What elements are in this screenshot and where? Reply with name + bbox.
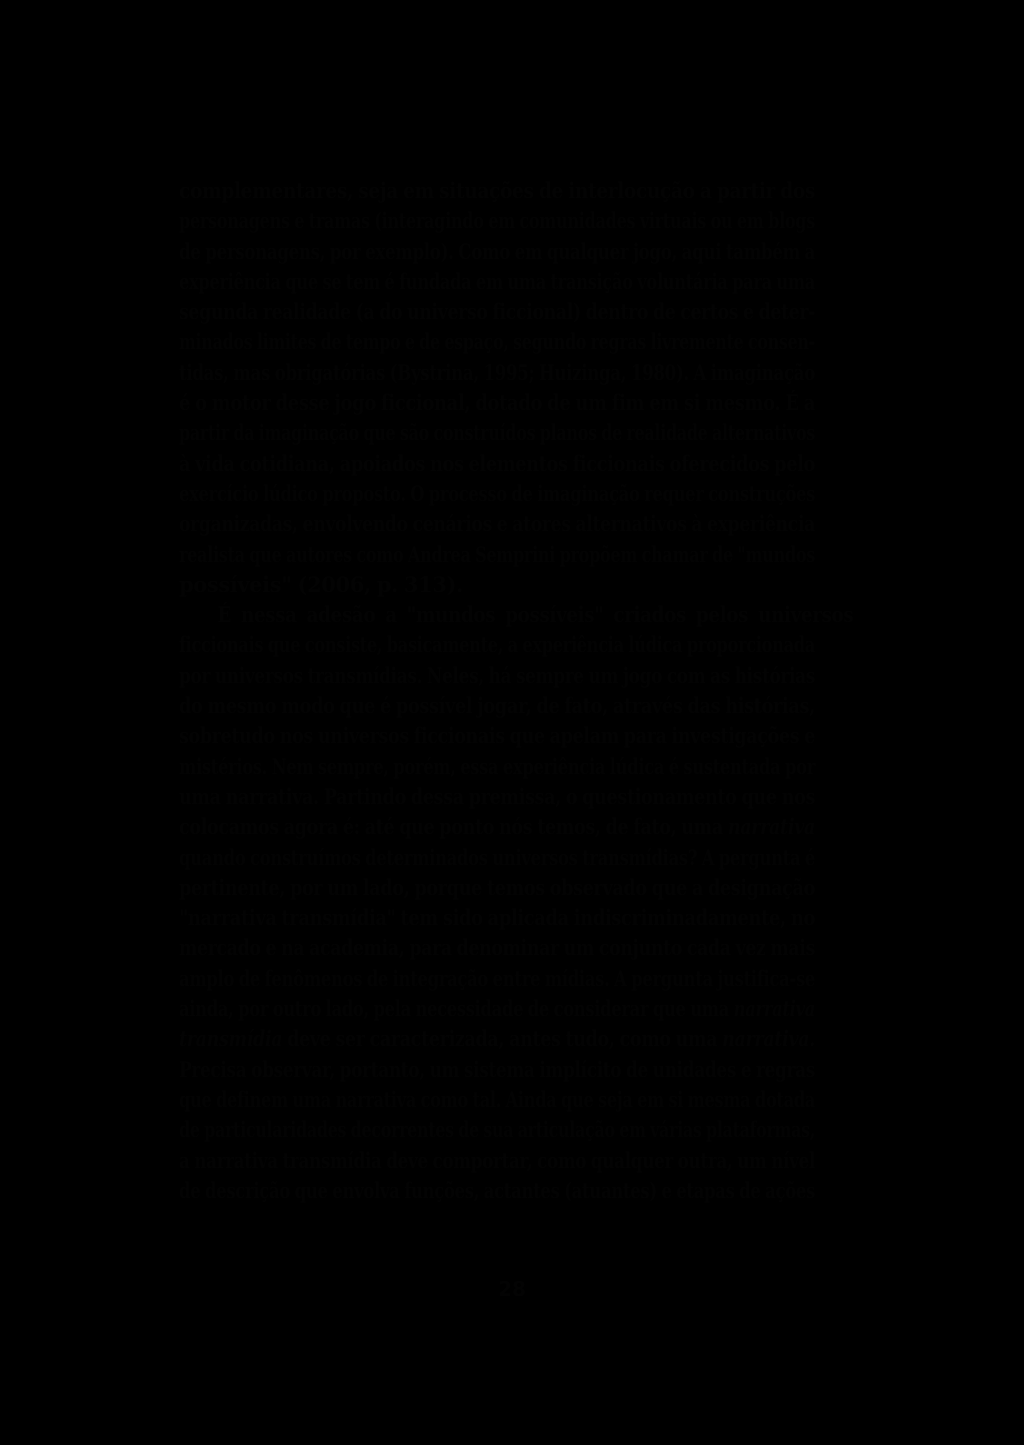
- text-line: [179, 873, 815, 903]
- text-line: [179, 812, 815, 842]
- line-text: mistérios. Nem sempre, porém, essa experiência lúdica é sustentada por: [179, 753, 815, 779]
- line-text: possíveis" (2006, p. 313).: [179, 571, 463, 597]
- line-text: que definem uma narrativa como tal. Ainda que seja em si mesma dotada: [179, 1086, 815, 1112]
- text-line: [179, 479, 815, 509]
- text-line: [179, 358, 815, 388]
- text-line: [179, 449, 815, 479]
- line-text: organizadas, envolvendo cenários e atores alternativos à experiência: [179, 511, 815, 537]
- text-line: [179, 1055, 815, 1085]
- text-line: [179, 752, 815, 782]
- line-text: colocamos agora é: até que ponto nós temos, de fato, uma: [179, 814, 728, 840]
- text-line: [179, 297, 815, 327]
- line-text: ainda, por outro lado, pela necessidade de considerar que uma: [179, 996, 734, 1022]
- text-line: [179, 267, 815, 297]
- line-text: de personagens, por exemplo). Como em qualquer jogo, aqui também a: [179, 238, 815, 264]
- text-line: [179, 1176, 815, 1206]
- italic-term: narrativa: [727, 814, 815, 840]
- line-text: uma narrativa. Partindo dessa premissa, o questionamento que nos: [179, 783, 815, 809]
- line-text: experiência que se tem é fundada em uma transição voluntária para uma: [179, 268, 815, 294]
- italic-term: narrativa.: [722, 1026, 815, 1052]
- page-number: 28: [498, 1277, 526, 1301]
- line-text: por universos transmídias. Neles, há sempre um jogo com as histórias: [179, 662, 815, 688]
- text-line: [179, 418, 815, 448]
- text-line: [179, 721, 815, 751]
- line-text: complementares, seja em situações de interlocução a partir dos: [179, 178, 815, 203]
- line-text: à vida cotidiana, apoiados nos elementos ficcionais oferecidos pelo: [179, 450, 815, 476]
- text-line: [179, 661, 815, 691]
- line-text: minados limites de tempo e de espaço, segundo regras livremente consen-: [179, 329, 815, 355]
- line-text: é o motor desse jogo ficcional, dotado de um fim em si mesmo. É a: [179, 390, 815, 416]
- text-line: [179, 237, 815, 267]
- text-line: [179, 1024, 815, 1054]
- line-text: "narrativa transmídia" tem sido aplicada indiscriminadamente, no: [179, 905, 815, 931]
- text-line: [179, 540, 815, 570]
- italic-term: transmídia: [179, 1026, 283, 1052]
- text-line: [179, 782, 815, 812]
- text-line: [179, 570, 815, 600]
- line-text: amplo de fenômenos de integração entre mídias. A pergunta justifica-se: [179, 965, 815, 991]
- line-text: personagens e tramas (interagindo em comunidades virtuais ou em blogs: [179, 208, 815, 234]
- line-text: a narrativa transmídia deve comportar, como qualquer outra, um nível: [179, 1147, 815, 1173]
- text-line: [179, 1115, 815, 1145]
- line-text: pertinente, por um lado, porque temos observado que a designação: [179, 874, 815, 900]
- text-line: [179, 206, 815, 236]
- text-line: [179, 630, 815, 660]
- text-line: [179, 964, 815, 994]
- text-line: [179, 1146, 815, 1176]
- line-text: ficcionais que consiste, basicamente, a experiência lúdica proporcionada: [179, 632, 815, 658]
- text-line: [179, 1085, 815, 1115]
- line-text: de particularidades decorrentes de sua articulação em várias plataformas,: [179, 1117, 815, 1143]
- line-text: do mesmo modo que é possível jogar, de fato, através das histórias,: [179, 693, 815, 719]
- text-line: [179, 994, 815, 1024]
- line-text: É nessa adesão a "mundos possíveis" criados pelos universos: [217, 602, 854, 628]
- italic-term: narrativa: [733, 996, 815, 1022]
- line-text: realista que autores como Andrea Semprini propõem chamar de "mundos: [179, 541, 815, 567]
- text-line: [179, 933, 815, 963]
- line-text: mercado e na academia, para denominar um conjunto cada vez mais: [179, 935, 815, 961]
- text-line: [179, 327, 815, 357]
- text-line: [179, 843, 815, 873]
- text-line: [179, 388, 815, 418]
- text-line: [179, 509, 815, 539]
- body-text: [179, 176, 854, 1206]
- line-text: tidas, mas obrigatórias (Bystrina, 1995; Huizinga, 1980). A imaginação: [179, 359, 815, 385]
- line-text: segunda realidade (a do universo ficcional) dentro de certos e deter-: [179, 299, 815, 325]
- line-text: Precisa observar, portanto, um sistema implícito de unidades e regras: [179, 1056, 815, 1082]
- line-text: quando construímos determinados universos transmídias? A pergunta é: [179, 844, 815, 870]
- line-text: exercício lúdico proposto. O processo de imaginação requer construções: [179, 480, 815, 506]
- line-text: sobretudo nos universos ficcionais que apelam para investigações e: [179, 723, 815, 749]
- line-text: deve ser caracterizada, antes tudo, como uma: [282, 1026, 723, 1052]
- text-line: [179, 176, 815, 206]
- text-line: [179, 903, 815, 933]
- text-line: [179, 691, 815, 721]
- line-text: de descrição que envolva funções, actantes (atuantes) e etapas de ações: [179, 1177, 815, 1203]
- line-text: partir da imaginação que são construídos planos de realidade alternativos: [179, 420, 815, 446]
- text-line: [179, 600, 853, 630]
